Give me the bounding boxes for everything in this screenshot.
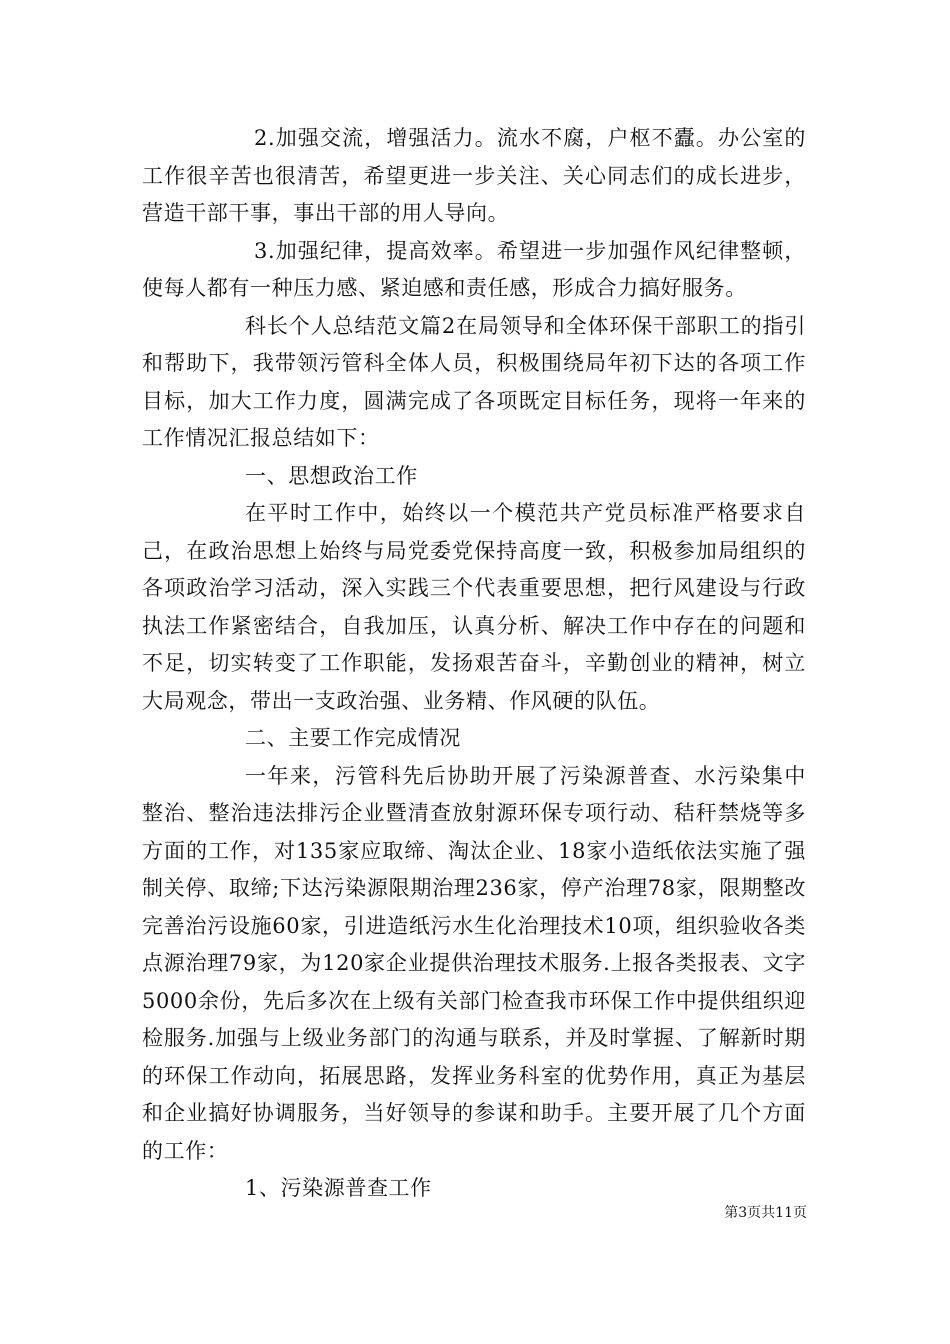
paragraph-summary-intro: 科长个人总结范文篇2在局领导和全体环保干部职工的指引和帮助下，我带领污管科全体人员，积极围绕局年初下达的各项工作目标，加大工作力度，圆满完成了各项既定目标任务，现将一年来的工作情况汇报总结如下： (142, 313, 806, 450)
document-body (142, 120, 806, 1208)
page-number-footer: 第3页共11页 (724, 1205, 807, 1221)
paragraph-strengthen-discipline: 3.加强纪律，提高效率。希望进一步加强作风纪律整顿，使每人都有一种压力感、紧迫感和责任感，形成合力搞好服务。 (142, 238, 806, 300)
section-heading-political-work: 一、思想政治工作 (245, 463, 418, 488)
section-heading-main-work: 二、主要工作完成情况 (245, 726, 461, 750)
paragraph-strengthen-exchange: 2.加强交流，增强活力。流水不腐，户枢不蠹。办公室的工作很辛苦也很清苦，希望更进一步关注、关心同志们的成长进步，营造干部干事，事出干部的用人导向。 (142, 126, 806, 225)
paragraph-political-work: 在平时工作中，始终以一个模范共产党员标准严格要求自己，在政治思想上始终与局党委党保持高度一致，积极参加局组织的各项政治学习活动，深入实践三个代表重要思想，把行风建设与行政执法工作紧密结合，自我加压，认真分析、解决工作中存在的问题和不足，切实转变了工作职能，发扬艰苦奋斗，辛勤创业的精神，树立大局观念，带出一支政治强、业务精、作风硬的队伍。 (142, 501, 806, 713)
subsection-heading-pollution-census: 1、污染源普查工作 (245, 1176, 432, 1200)
paragraph-main-work: 一年来，污管科先后协助开展了污染源普查、水污染集中整治、整治违法排污企业暨清查放射源环保专项行动、秸秆禁烧等多方面的工作，对135家应取缔、淘汰企业、18家小造纸依法实施了强制关停、取缔;下达污染源限期治理236家，停产治理78家，限期整改完善治污设施60家，引进造纸污水生化治理技术10项，组织验收各类点源治理79家，为120家企业提供治理技术服务.上报各类报表、文字5000余份，先后多次在上级有关部门检查我市环保工作中提供组织迎检服务.加强与上级业务部门的沟通与联系，并及时掌握、了解新时期的环保工作动向，拓展思路，发挥业务科室的优势作用，真正为基层和企业搞好协调服务，当好领导的参谋和助手。主要开展了几个方面的工作： (142, 763, 806, 1163)
